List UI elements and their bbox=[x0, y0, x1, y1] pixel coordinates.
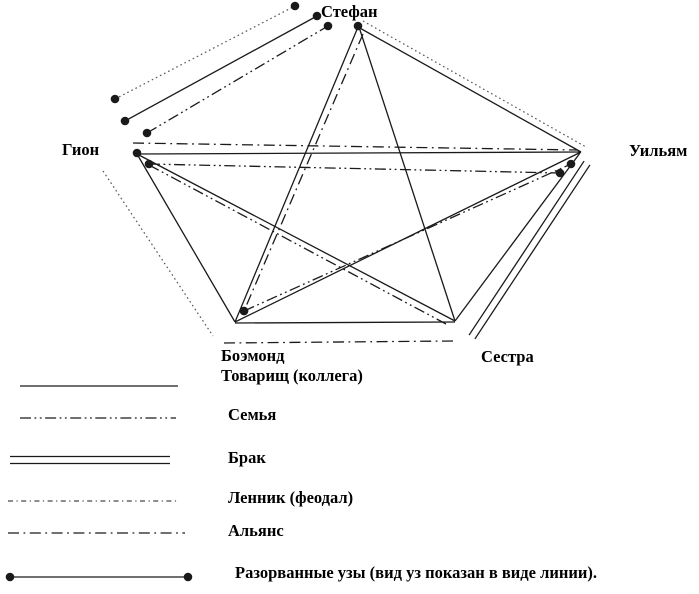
legend-label-brak: Брак bbox=[228, 447, 266, 467]
edge-boemond-sestra-tovarishch bbox=[235, 322, 455, 323]
broken-tie-dot bbox=[184, 573, 193, 582]
legend-label-alyans: Альянс bbox=[228, 520, 284, 540]
legend-label-semya: Семья bbox=[228, 404, 277, 424]
broken-tie-dot bbox=[111, 95, 120, 104]
edge-uilyam-sestra-brak bbox=[469, 161, 584, 335]
broken-tie-dot bbox=[6, 573, 15, 582]
edge-gion-sestra-semya bbox=[149, 165, 446, 324]
broken-tie-dot bbox=[240, 307, 249, 316]
edge-stefan-uilyam-tovarishch bbox=[358, 27, 581, 152]
legend-label-tovarishch: Товарищ (коллега) bbox=[221, 365, 363, 385]
edge-boemond-sestra-alyans bbox=[224, 341, 453, 343]
node-label-uilyam: Уильям bbox=[629, 140, 688, 160]
legend-label-razorvannye: Разорванные узы (вид уз показан в виде линии). bbox=[235, 562, 598, 582]
broken-tie-dot bbox=[324, 22, 333, 31]
broken-tie-dot bbox=[143, 129, 152, 138]
edge-gion-boemond-lennik bbox=[103, 171, 213, 336]
broken-tie-dot bbox=[291, 2, 300, 11]
node-dot-stefan bbox=[354, 22, 363, 31]
edge-stefan-sestra-tovarishch bbox=[359, 27, 455, 321]
edge-gion-stefan-lennik bbox=[115, 6, 295, 99]
edge-stefan-boemond-tovarishch bbox=[235, 27, 358, 322]
broken-tie-dot bbox=[121, 117, 130, 126]
edge-uilyam-sestra-tovarishch bbox=[455, 153, 580, 321]
broken-tie-dot bbox=[313, 12, 322, 21]
edge-gion-stefan-semya bbox=[147, 26, 328, 133]
edge-boemond-uilyam-semya bbox=[244, 164, 571, 311]
node-label-gion: Гион bbox=[62, 139, 100, 159]
edge-gion-uilyam-tovarishch bbox=[137, 152, 581, 154]
edge-gion-uilyam-alyans bbox=[133, 143, 577, 150]
edge-gion-uilyam-semya bbox=[149, 164, 560, 173]
node-label-stefan: Стефан bbox=[321, 1, 378, 21]
node-dot-gion bbox=[133, 149, 142, 158]
node-label-boemond: Боэмонд bbox=[221, 345, 285, 365]
edge-gion-stefan-tovarishch bbox=[125, 16, 317, 121]
edge-stefan-uilyam-lennik bbox=[363, 21, 586, 147]
node-label-sestra: Сестра bbox=[481, 346, 534, 366]
edge-uilyam-sestra-brak bbox=[475, 165, 590, 339]
legend-label-lennik: Ленник (феодал) bbox=[228, 487, 354, 507]
